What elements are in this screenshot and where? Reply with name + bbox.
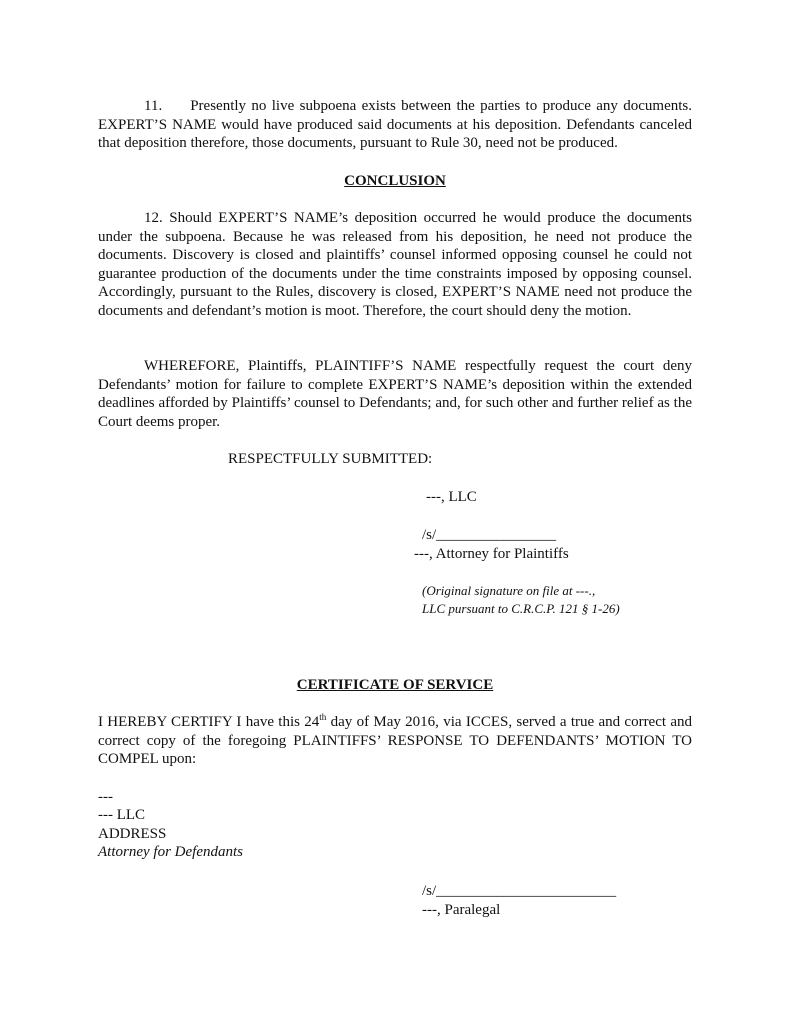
- recipient-line-1: ---: [98, 789, 113, 805]
- firm-name: ---, LLC: [426, 489, 477, 505]
- recipient-role: Attorney for Defendants: [98, 844, 243, 860]
- paragraph-12: 12. Should EXPERT’S NAME’s deposition occurred he would produce the documents under the subpoena. Because he was released from his deposition, he need not produce the documents. Discovery is closed and plaintiffs’ counsel informed opposing counsel he could not guarantee production of the documents under the time constraints imposed by opposing counsel. Accordingly, pursuant to the Rules, discovery is closed, EXPERT’S NAME need not produce the documents and defendant’s motion is moot. Therefore, the court should deny the motion.: [98, 210, 692, 319]
- certificate-heading: CERTIFICATE OF SERVICE: [296, 677, 494, 693]
- certificate-text-start: I HEREBY CERTIFY I have this 24: [98, 714, 320, 730]
- recipient-address: ADDRESS: [98, 826, 167, 842]
- conclusion-heading: CONCLUSION: [344, 173, 446, 189]
- paragraph-11-text: Presently no live subpoena exists between the parties to produce any documents. EXPERT’S NAME would have produced said documents at his deposition. Defendants canceled that deposition therefore, those documents, pursuant to Rule 30, need not be produced.: [98, 98, 692, 151]
- attorney-signature-line: /s/________________: [422, 527, 557, 543]
- paragraph-11-number: 11.: [144, 98, 163, 114]
- paralegal-signature-line: /s/________________________: [422, 883, 617, 899]
- recipient-line-2: --- LLC: [98, 807, 146, 823]
- respectfully-submitted: RESPECTFULLY SUBMITTED:: [228, 451, 433, 467]
- paralegal-name: ---, Paralegal: [422, 902, 501, 918]
- wherefore-paragraph: WHEREFORE, Plaintiffs, PLAINTIFF’S NAME respectfully request the court deny Defendants’ motion for failure to complete EXPERT’S NAME’s deposition within the extended deadlines afforded by Plaintiffs’ counsel to Defendants; and, for such other and further relief as the Court deems proper.: [98, 358, 692, 430]
- attorney-name: ---, Attorney for Plaintiffs: [414, 546, 569, 562]
- certificate-paragraph: [98, 713, 692, 769]
- certificate-text-end: day of May 2016, via ICCES, served a true and correct and correct copy of the foregoing PLAINTIFFS’ RESPONSE TO DEFENDANTS’ MOTION TO COMPEL upon:: [98, 714, 693, 767]
- signature-note-line1: (Original signature on file at ---.,: [422, 583, 596, 598]
- certificate-date-suffix: th: [319, 712, 327, 722]
- signature-note-line2: LLC pursuant to C.R.C.P. 121 § 1-26): [422, 601, 620, 616]
- paragraph-11: [98, 97, 692, 153]
